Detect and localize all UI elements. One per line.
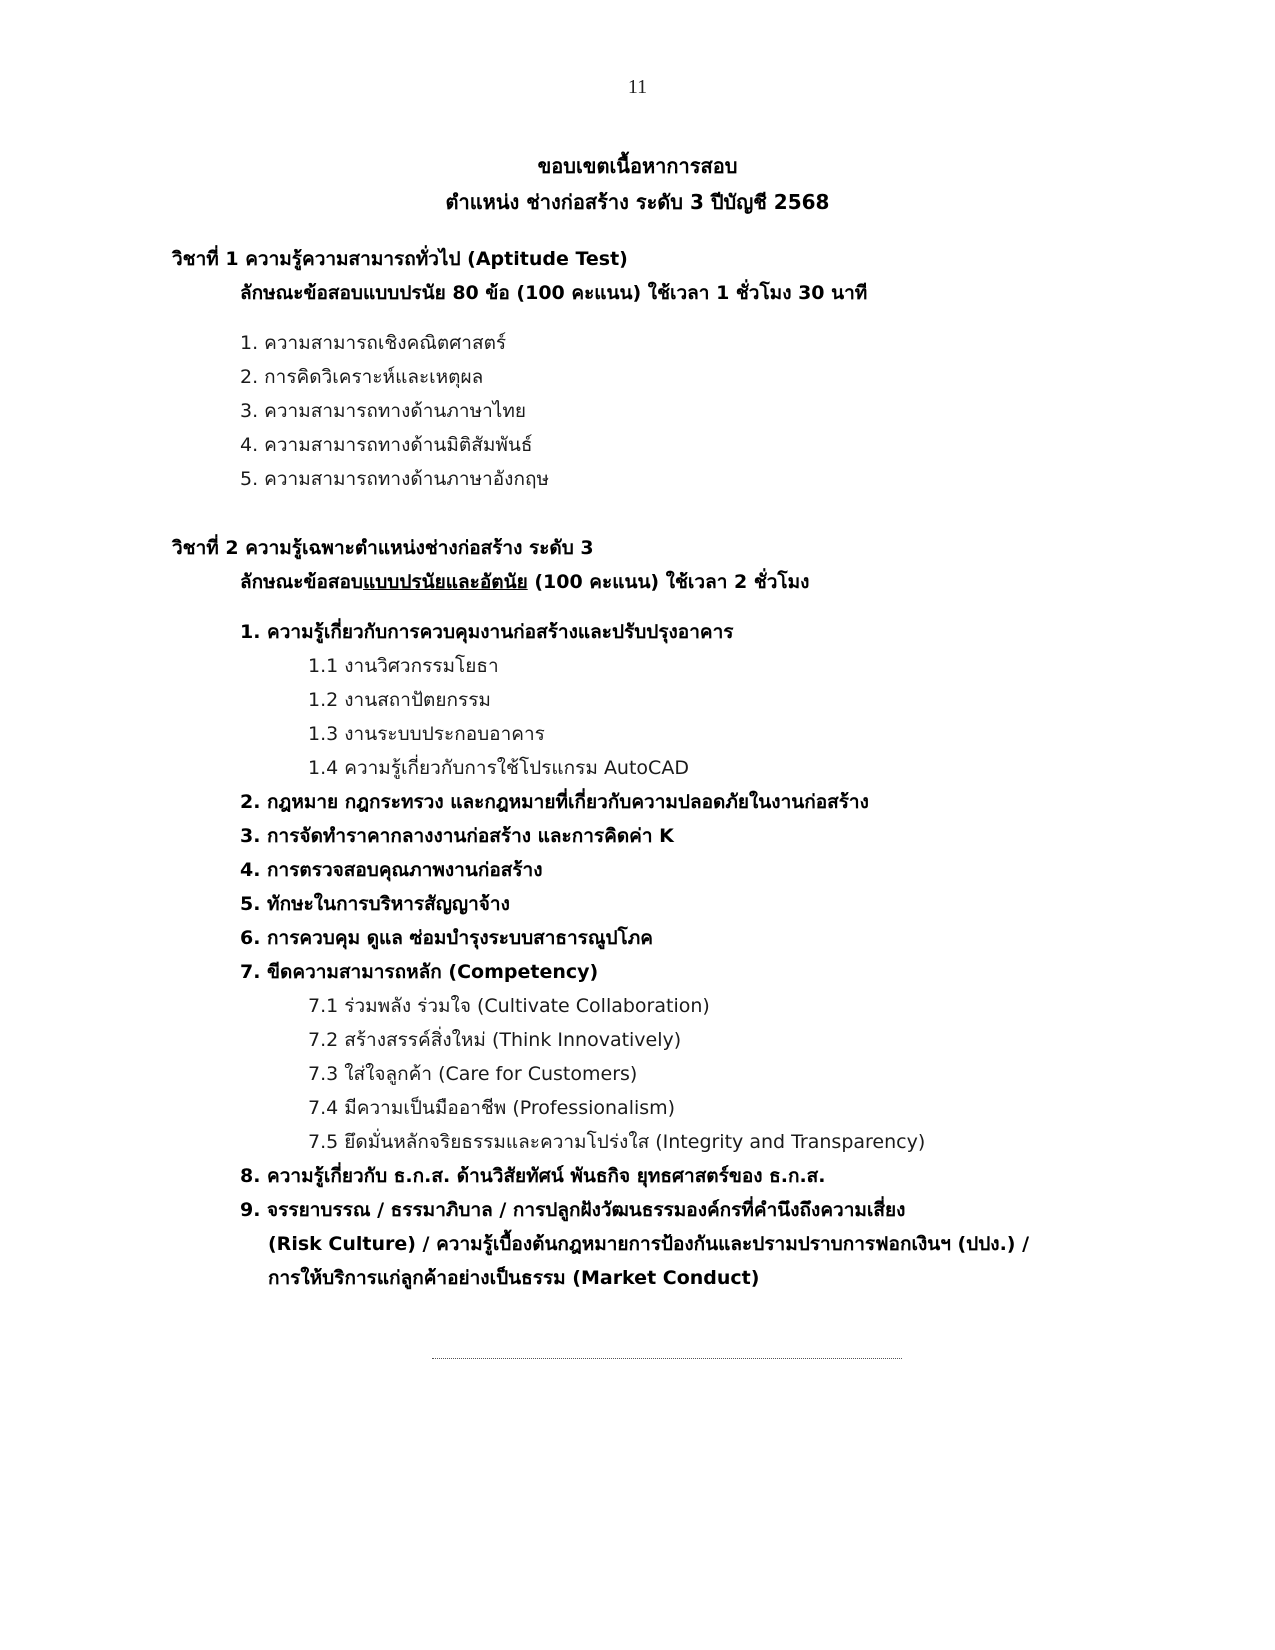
subtopic: 1.3 งานระบบประกอบอาคาร [308,723,545,745]
topic-6: 6. การควบคุม ดูแล ซ่อมบำรุงระบบสาธารณูปโภค [240,927,653,949]
subtopic: 7.1 ร่วมพลัง ร่วมใจ (Cultivate Collaboration) [308,995,710,1017]
subject2-heading: วิชาที่ 2 ความรู้เฉพาะตำแหน่งช่างก่อสร้าง ระดับ 3 [172,537,594,559]
subtopic: 1.1 งานวิศวกรรมโยธา [308,655,499,677]
topic-9-continuation: (Risk Culture) / ความรู้เบื้องต้นกฎหมายการป้องกันและปรามปราบการฟอกเงินฯ (ปปง.) / [268,1233,1030,1255]
subtopic: 1.2 งานสถาปัตยกรรม [308,689,491,711]
document-subtitle: ตำแหน่ง ช่างก่อสร้าง ระดับ 3 ปีบัญชี 2568 [445,190,830,214]
topic-3: 3. การจัดทำราคากลางงานก่อสร้าง และการคิดค่า K [240,825,674,847]
document-title: ขอบเขตเนื้อหาการสอบ [537,154,738,178]
topic-8: 8. ความรู้เกี่ยวกับ ธ.ก.ส. ด้านวิสัยทัศน์ พันธกิจ ยุทธศาสตร์ของ ธ.ก.ส. [240,1165,826,1187]
format-prefix: ลักษณะข้อสอบ [240,571,363,593]
subject1-format: ลักษณะข้อสอบแบบปรนัย 80 ข้อ (100 คะแนน) ใช้เวลา 1 ชั่วโมง 30 นาที [240,282,868,304]
subject1-item: 4. ความสามารถทางด้านมิติสัมพันธ์ [240,434,533,456]
subject2-format [240,569,809,595]
subject1-item: 3. ความสามารถทางด้านภาษาไทย [240,400,526,422]
subject1-item: 5. ความสามารถทางด้านภาษาอังกฤษ [240,468,549,490]
topic-2: 2. กฎหมาย กฎกระทรวง และกฎหมายที่เกี่ยวกับความปลอดภัยในงานก่อสร้าง [240,791,869,813]
format-underlined: แบบปรนัยและอัตนัย [362,571,528,593]
end-divider [432,1358,902,1359]
subject1-item: 2. การคิดวิเคราะห์และเหตุผล [240,366,484,388]
topic-7: 7. ขีดความสามารถหลัก (Competency) [240,961,599,983]
topic-9: 9. จรรยาบรรณ / ธรรมาภิบาล / การปลูกฝังวัฒนธรรมองค์กรที่คำนึงถึงความเสี่ยง [240,1199,906,1221]
subject1-heading: วิชาที่ 1 ความรู้ความสามารถทั่วไป (Aptitude Test) [172,248,628,270]
topic-5: 5. ทักษะในการบริหารสัญญาจ้าง [240,893,510,915]
subtopic: 7.3 ใส่ใจลูกค้า (Care for Customers) [308,1063,638,1085]
subtopic: 7.2 สร้างสรรค์สิ่งใหม่ (Think Innovatively) [308,1029,682,1051]
format-suffix: (100 คะแนน) ใช้เวลา 2 ชั่วโมง [527,571,810,593]
topic-4: 4. การตรวจสอบคุณภาพงานก่อสร้าง [240,859,543,881]
subtopic: 1.4 ความรู้เกี่ยวกับการใช้โปรแกรม AutoCAD [308,757,689,779]
subtopic: 7.5 ยึดมั่นหลักจริยธรรมและความโปร่งใส (Integrity and Transparency) [308,1131,926,1153]
page-number: 11 [627,76,648,98]
topic-9-continuation: การให้บริการแก่ลูกค้าอย่างเป็นธรรม (Market Conduct) [268,1267,760,1289]
subtopic: 7.4 มีความเป็นมืออาชีพ (Professionalism) [308,1097,676,1119]
topic-1: 1. ความรู้เกี่ยวกับการควบคุมงานก่อสร้างและปรับปรุงอาคาร [240,621,734,643]
subject1-item: 1. ความสามารถเชิงคณิตศาสตร์ [240,332,507,354]
